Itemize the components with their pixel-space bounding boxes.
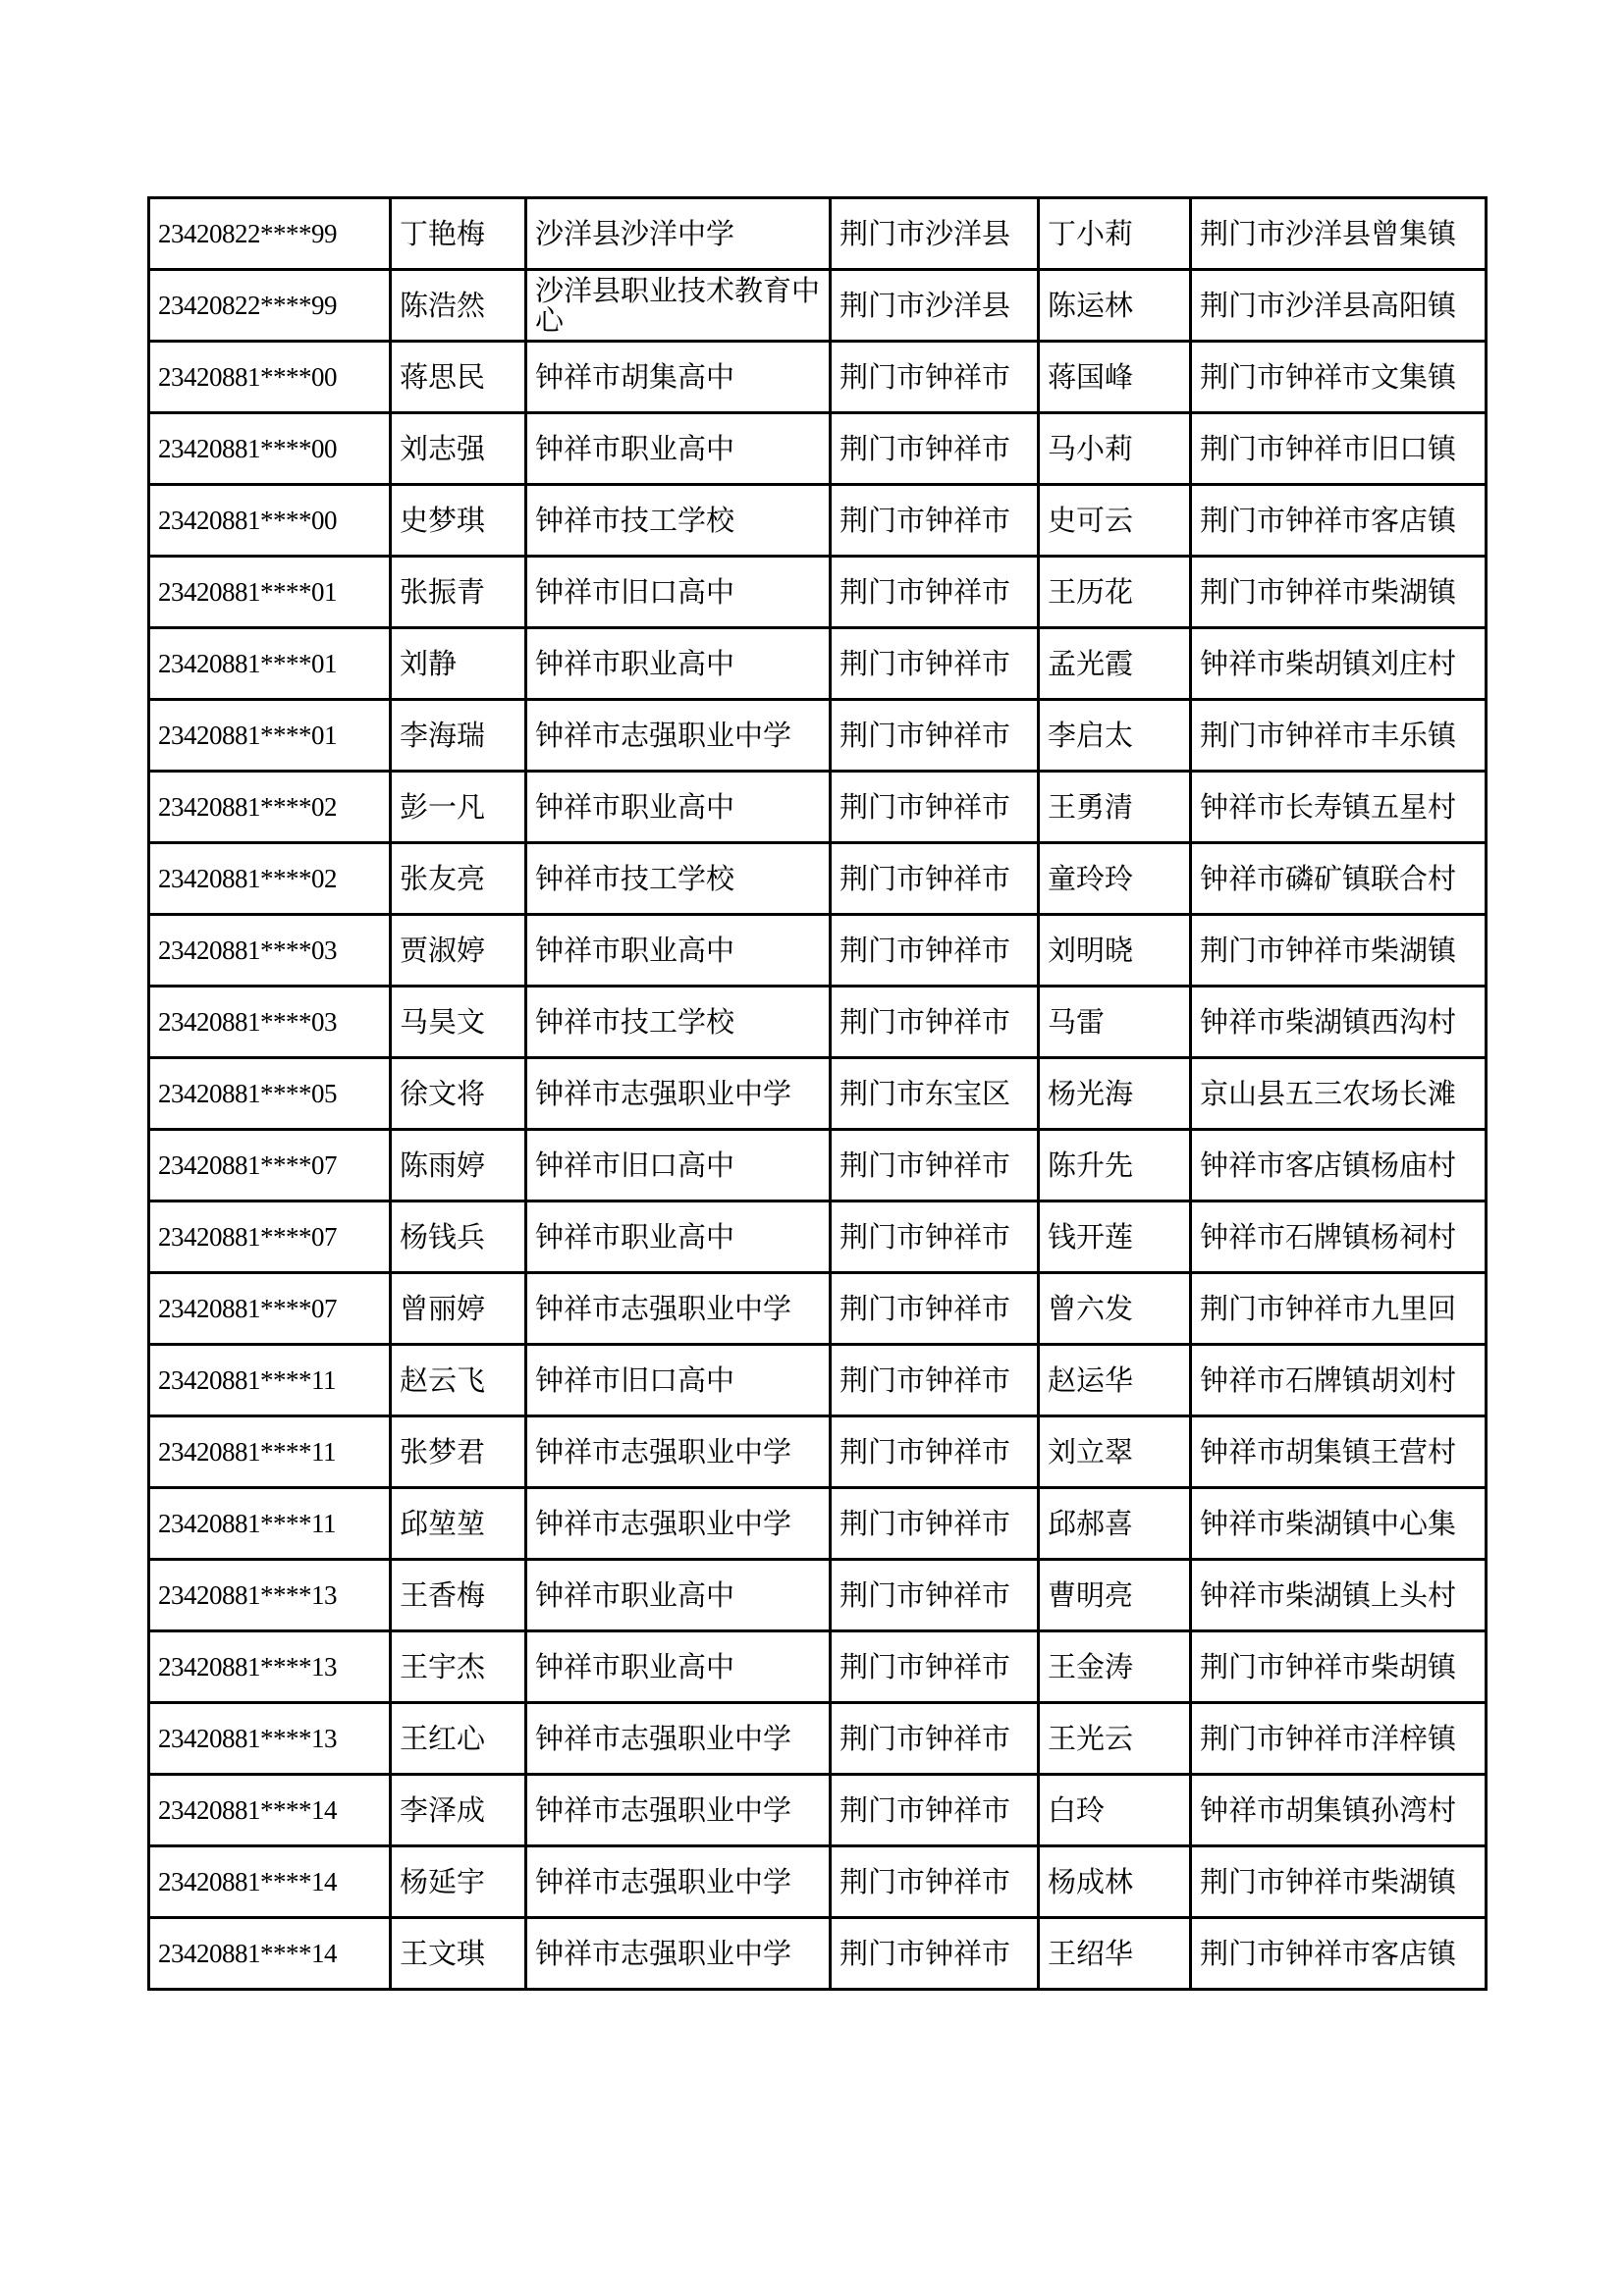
table-row (149, 987, 1487, 1058)
student-id-cell: 23420881****07 (149, 1201, 391, 1273)
region-cell: 荆门市钟祥市 (831, 915, 1039, 987)
student-id-cell: 23420881****03 (149, 915, 391, 987)
guardian-name-cell: 刘立翠 (1039, 1416, 1191, 1488)
guardian-name-cell: 李启太 (1039, 700, 1191, 772)
student-id-cell: 23420881****01 (149, 700, 391, 772)
student-id-cell: 23420881****14 (149, 1846, 391, 1918)
student-name-cell: 李泽成 (391, 1775, 526, 1846)
student-name-cell: 史梦琪 (391, 485, 526, 557)
address-cell: 荆门市钟祥市丰乐镇 (1191, 700, 1487, 772)
region-cell: 荆门市钟祥市 (831, 1560, 1039, 1631)
school-cell: 沙洋县职业技术教育中心 (526, 270, 831, 342)
student-id-cell: 23420881****13 (149, 1703, 391, 1775)
guardian-name-cell: 蒋国峰 (1039, 342, 1191, 413)
school-cell: 钟祥市职业高中 (526, 915, 831, 987)
guardian-name-cell: 赵运华 (1039, 1345, 1191, 1416)
school-cell: 钟祥市技工学校 (526, 987, 831, 1058)
student-name-cell: 李海瑞 (391, 700, 526, 772)
school-cell: 钟祥市职业高中 (526, 1560, 831, 1631)
address-cell: 荆门市钟祥市文集镇 (1191, 342, 1487, 413)
guardian-name-cell: 王绍华 (1039, 1918, 1191, 1990)
region-cell: 荆门市钟祥市 (831, 1345, 1039, 1416)
table-row (149, 1631, 1487, 1703)
guardian-name-cell: 史可云 (1039, 485, 1191, 557)
student-name-cell: 张振青 (391, 557, 526, 628)
guardian-name-cell: 王勇清 (1039, 772, 1191, 843)
student-id-cell: 23420881****00 (149, 485, 391, 557)
table-row (149, 485, 1487, 557)
table-row (149, 1846, 1487, 1918)
address-cell: 钟祥市胡集镇王营村 (1191, 1416, 1487, 1488)
guardian-name-cell: 童玲玲 (1039, 843, 1191, 915)
student-id-cell: 23420881****07 (149, 1273, 391, 1345)
student-name-cell: 彭一凡 (391, 772, 526, 843)
student-id-cell: 23420881****13 (149, 1560, 391, 1631)
student-id-cell: 23420881****11 (149, 1416, 391, 1488)
address-cell: 荆门市钟祥市客店镇 (1191, 1918, 1487, 1990)
guardian-name-cell: 马小莉 (1039, 413, 1191, 485)
guardian-name-cell: 王光云 (1039, 1703, 1191, 1775)
table-row (149, 915, 1487, 987)
region-cell: 荆门市钟祥市 (831, 1631, 1039, 1703)
student-name-cell: 王红心 (391, 1703, 526, 1775)
school-cell: 钟祥市志强职业中学 (526, 1273, 831, 1345)
school-cell: 钟祥市志强职业中学 (526, 1846, 831, 1918)
table-row (149, 557, 1487, 628)
region-cell: 荆门市钟祥市 (831, 1273, 1039, 1345)
table-row (149, 700, 1487, 772)
address-cell: 钟祥市磷矿镇联合村 (1191, 843, 1487, 915)
student-name-cell: 陈雨婷 (391, 1130, 526, 1201)
student-name-cell: 王香梅 (391, 1560, 526, 1631)
student-id-cell: 23420881****00 (149, 413, 391, 485)
region-cell: 荆门市钟祥市 (831, 1775, 1039, 1846)
address-cell: 钟祥市柴湖镇西沟村 (1191, 987, 1487, 1058)
roster-table (147, 196, 1488, 1991)
region-cell: 荆门市钟祥市 (831, 843, 1039, 915)
region-cell: 荆门市钟祥市 (831, 1416, 1039, 1488)
roster-body (149, 198, 1487, 1990)
guardian-name-cell: 邱郝喜 (1039, 1488, 1191, 1560)
student-name-cell: 贾淑婷 (391, 915, 526, 987)
student-id-cell: 23420881****02 (149, 772, 391, 843)
guardian-name-cell: 马雷 (1039, 987, 1191, 1058)
table-row (149, 1130, 1487, 1201)
region-cell: 荆门市钟祥市 (831, 987, 1039, 1058)
school-cell: 钟祥市旧口高中 (526, 1345, 831, 1416)
address-cell: 荆门市钟祥市柴湖镇 (1191, 915, 1487, 987)
student-id-cell: 23420881****02 (149, 843, 391, 915)
table-row (149, 628, 1487, 700)
guardian-name-cell: 曾六发 (1039, 1273, 1191, 1345)
student-id-cell: 23420881****00 (149, 342, 391, 413)
student-id-cell: 23420881****05 (149, 1058, 391, 1130)
school-cell: 钟祥市技工学校 (526, 843, 831, 915)
address-cell: 荆门市钟祥市柴胡镇 (1191, 1631, 1487, 1703)
student-id-cell: 23420881****13 (149, 1631, 391, 1703)
region-cell: 荆门市钟祥市 (831, 1703, 1039, 1775)
table-row (149, 1345, 1487, 1416)
school-cell: 钟祥市志强职业中学 (526, 1488, 831, 1560)
region-cell: 荆门市钟祥市 (831, 1846, 1039, 1918)
guardian-name-cell: 杨成林 (1039, 1846, 1191, 1918)
region-cell: 荆门市钟祥市 (831, 1130, 1039, 1201)
school-cell: 钟祥市技工学校 (526, 485, 831, 557)
table-row (149, 1775, 1487, 1846)
table-row (149, 1703, 1487, 1775)
address-cell: 钟祥市石牌镇胡刘村 (1191, 1345, 1487, 1416)
student-name-cell: 蒋思民 (391, 342, 526, 413)
address-cell: 钟祥市石牌镇杨祠村 (1191, 1201, 1487, 1273)
guardian-name-cell: 钱开莲 (1039, 1201, 1191, 1273)
region-cell: 荆门市钟祥市 (831, 772, 1039, 843)
student-id-cell: 23420881****01 (149, 628, 391, 700)
address-cell: 钟祥市胡集镇孙湾村 (1191, 1775, 1487, 1846)
school-cell: 钟祥市职业高中 (526, 1631, 831, 1703)
region-cell: 荆门市东宝区 (831, 1058, 1039, 1130)
guardian-name-cell: 陈升先 (1039, 1130, 1191, 1201)
school-cell: 沙洋县沙洋中学 (526, 198, 831, 270)
school-cell: 钟祥市志强职业中学 (526, 1703, 831, 1775)
table-row (149, 1416, 1487, 1488)
guardian-name-cell: 刘明晓 (1039, 915, 1191, 987)
table-row (149, 1201, 1487, 1273)
guardian-name-cell: 陈运林 (1039, 270, 1191, 342)
school-cell: 钟祥市志强职业中学 (526, 1775, 831, 1846)
student-id-cell: 23420881****14 (149, 1775, 391, 1846)
student-id-cell: 23420881****03 (149, 987, 391, 1058)
student-name-cell: 杨延宇 (391, 1846, 526, 1918)
school-cell: 钟祥市职业高中 (526, 1201, 831, 1273)
school-cell: 钟祥市旧口高中 (526, 557, 831, 628)
student-name-cell: 王文琪 (391, 1918, 526, 1990)
region-cell: 荆门市钟祥市 (831, 1488, 1039, 1560)
region-cell: 荆门市沙洋县 (831, 270, 1039, 342)
address-cell: 荆门市钟祥市九里回 (1191, 1273, 1487, 1345)
student-id-cell: 23420881****11 (149, 1488, 391, 1560)
student-name-cell: 丁艳梅 (391, 198, 526, 270)
student-name-cell: 刘静 (391, 628, 526, 700)
student-name-cell: 邱堃堃 (391, 1488, 526, 1560)
table-row (149, 1058, 1487, 1130)
guardian-name-cell: 曹明亮 (1039, 1560, 1191, 1631)
school-cell: 钟祥市职业高中 (526, 772, 831, 843)
school-cell: 钟祥市志强职业中学 (526, 1918, 831, 1990)
school-cell: 钟祥市职业高中 (526, 628, 831, 700)
guardian-name-cell: 白玲 (1039, 1775, 1191, 1846)
address-cell: 京山县五三农场长滩 (1191, 1058, 1487, 1130)
student-name-cell: 杨钱兵 (391, 1201, 526, 1273)
student-name-cell: 徐文将 (391, 1058, 526, 1130)
address-cell: 钟祥市客店镇杨庙村 (1191, 1130, 1487, 1201)
student-name-cell: 张梦君 (391, 1416, 526, 1488)
student-name-cell: 张友亮 (391, 843, 526, 915)
region-cell: 荆门市钟祥市 (831, 557, 1039, 628)
school-cell: 钟祥市志强职业中学 (526, 1416, 831, 1488)
address-cell: 荆门市钟祥市柴湖镇 (1191, 557, 1487, 628)
student-name-cell: 马昊文 (391, 987, 526, 1058)
student-id-cell: 23420881****11 (149, 1345, 391, 1416)
guardian-name-cell: 丁小莉 (1039, 198, 1191, 270)
region-cell: 荆门市钟祥市 (831, 628, 1039, 700)
school-cell: 钟祥市胡集高中 (526, 342, 831, 413)
guardian-name-cell: 孟光霞 (1039, 628, 1191, 700)
guardian-name-cell: 王历花 (1039, 557, 1191, 628)
address-cell: 钟祥市长寿镇五星村 (1191, 772, 1487, 843)
address-cell: 荆门市沙洋县曾集镇 (1191, 198, 1487, 270)
address-cell: 荆门市钟祥市柴湖镇 (1191, 1846, 1487, 1918)
address-cell: 钟祥市柴胡镇刘庄村 (1191, 628, 1487, 700)
school-cell: 钟祥市志强职业中学 (526, 700, 831, 772)
guardian-name-cell: 杨光海 (1039, 1058, 1191, 1130)
table-row (149, 1273, 1487, 1345)
student-name-cell: 陈浩然 (391, 270, 526, 342)
table-row (149, 413, 1487, 485)
address-cell: 荆门市钟祥市洋梓镇 (1191, 1703, 1487, 1775)
address-cell: 荆门市钟祥市旧口镇 (1191, 413, 1487, 485)
region-cell: 荆门市钟祥市 (831, 485, 1039, 557)
school-cell: 钟祥市志强职业中学 (526, 1058, 831, 1130)
student-id-cell: 23420881****07 (149, 1130, 391, 1201)
address-cell: 钟祥市柴湖镇上头村 (1191, 1560, 1487, 1631)
student-id-cell: 23420822****99 (149, 198, 391, 270)
table-row (149, 1560, 1487, 1631)
student-name-cell: 王宇杰 (391, 1631, 526, 1703)
student-name-cell: 赵云飞 (391, 1345, 526, 1416)
region-cell: 荆门市钟祥市 (831, 413, 1039, 485)
student-name-cell: 曾丽婷 (391, 1273, 526, 1345)
school-cell: 钟祥市旧口高中 (526, 1130, 831, 1201)
region-cell: 荆门市沙洋县 (831, 198, 1039, 270)
school-cell: 钟祥市职业高中 (526, 413, 831, 485)
guardian-name-cell: 王金涛 (1039, 1631, 1191, 1703)
address-cell: 荆门市钟祥市客店镇 (1191, 485, 1487, 557)
table-row (149, 772, 1487, 843)
student-id-cell: 23420822****99 (149, 270, 391, 342)
table-row (149, 198, 1487, 270)
region-cell: 荆门市钟祥市 (831, 1918, 1039, 1990)
region-cell: 荆门市钟祥市 (831, 700, 1039, 772)
region-cell: 荆门市钟祥市 (831, 1201, 1039, 1273)
address-cell: 荆门市沙洋县高阳镇 (1191, 270, 1487, 342)
student-name-cell: 刘志强 (391, 413, 526, 485)
address-cell: 钟祥市柴湖镇中心集 (1191, 1488, 1487, 1560)
student-id-cell: 23420881****14 (149, 1918, 391, 1990)
table-row (149, 270, 1487, 342)
table-row (149, 843, 1487, 915)
student-id-cell: 23420881****01 (149, 557, 391, 628)
table-row (149, 1488, 1487, 1560)
table-row (149, 1918, 1487, 1990)
region-cell: 荆门市钟祥市 (831, 342, 1039, 413)
table-row (149, 342, 1487, 413)
